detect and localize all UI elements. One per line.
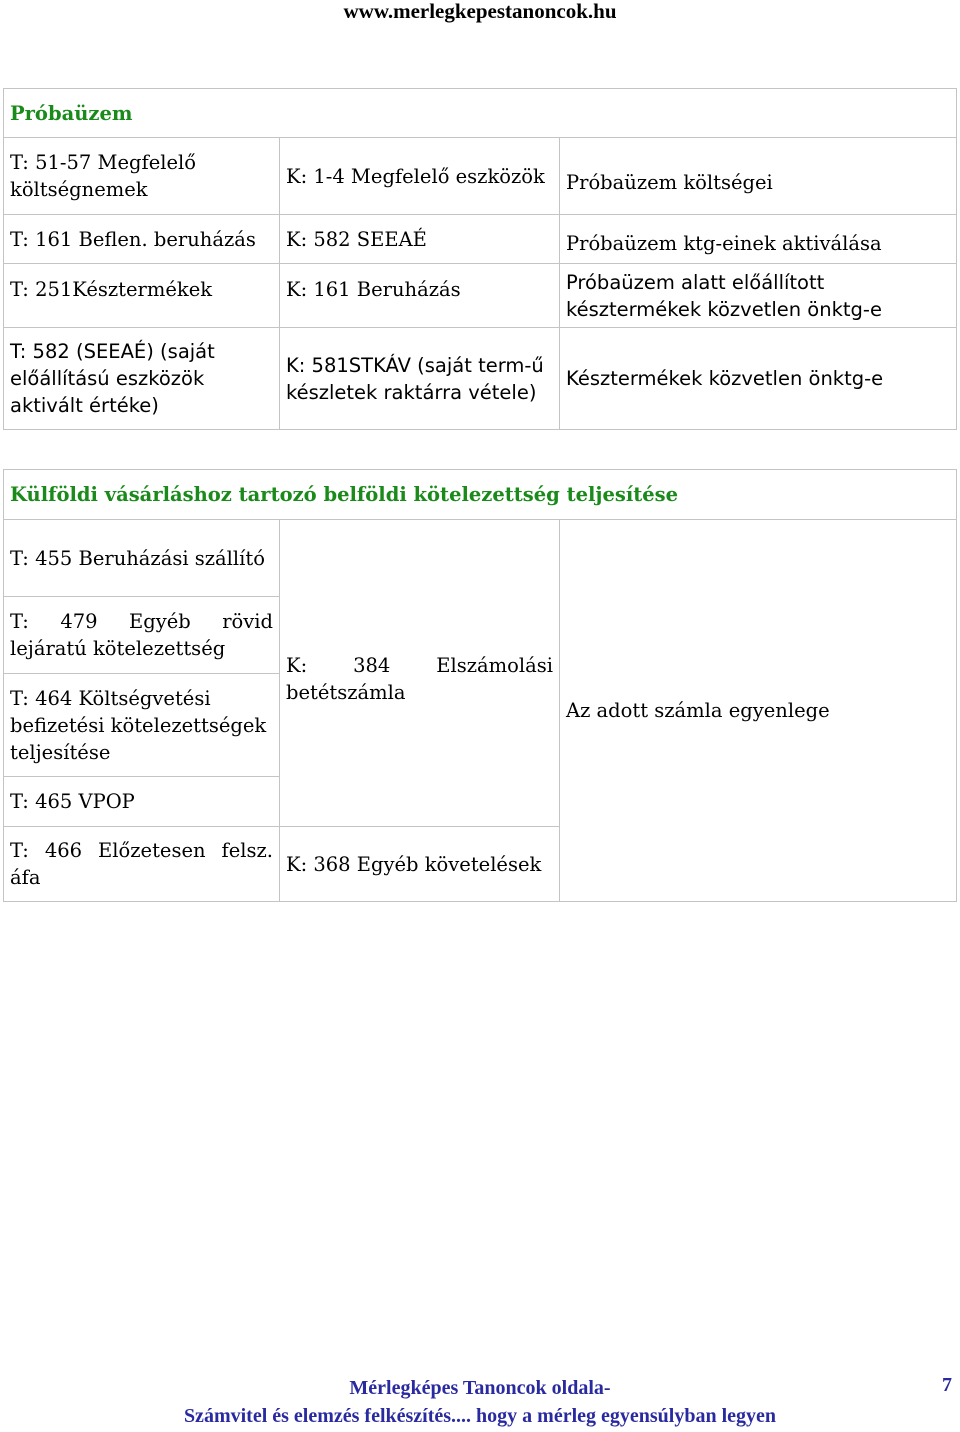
table-row [4, 520, 957, 597]
debit-cell: T: 51-57 Megfelelő költségnemek [4, 138, 280, 215]
description-cell: Késztermékek közvetlen önktg-e [560, 328, 957, 430]
debit-cell: T: 464 Költségvetési befizetési kötelezettségek teljesítése [4, 674, 280, 777]
section-title: Külföldi vásárláshoz tartozó belföldi kötelezettség teljesítése [4, 470, 957, 520]
section-title: Próbaüzem [4, 89, 957, 138]
description-cell: Próbaüzem alatt előállított késztermékek közvetlen önktg-e [560, 264, 957, 328]
debit-text: T: 466 Előzetesen felsz. áfa [10, 839, 273, 889]
debit-cell: T: 161 Beflen. beruházás [4, 215, 280, 264]
credit-text: K: 384 Elszámolási betétszámla [286, 654, 553, 704]
debit-cell [4, 827, 280, 902]
kulfoldi-vasarlas-table [3, 469, 957, 902]
site-url[interactable]: www.merlegkepestanoncok.hu [343, 0, 617, 23]
description-cell: Az adott számla egyenlege [560, 520, 957, 902]
credit-cell: K: 161 Beruházás [280, 264, 560, 328]
table-row [4, 264, 957, 328]
footer-line-2: Számvitel és elemzés felkészítés.... hogy a mérleg egyensúlyban legyen [183, 1405, 777, 1427]
description-cell: Próbaüzem ktg-einek aktiválása [560, 215, 957, 264]
credit-cell: K: 368 Egyéb követelések [280, 827, 560, 902]
credit-cell: K: 581STKÁV (saját term-ű készletek raktárra vétele) [280, 328, 560, 430]
table-row [4, 138, 957, 215]
footer-line-1: Mérlegképes Tanoncok oldala- [349, 1377, 611, 1399]
debit-cell [4, 597, 280, 674]
credit-cell [280, 520, 560, 827]
debit-cell: T: 251Késztermékek [4, 264, 280, 328]
debit-cell: T: 582 (SEEAÉ) (saját előállítású eszközök aktivált értéke) [4, 328, 280, 430]
probauzem-table [3, 88, 957, 430]
debit-text: T: 455 Beruházási szállító [10, 546, 265, 570]
table-row [4, 328, 957, 430]
description-cell: Próbaüzem költségei [560, 138, 957, 215]
debit-cell: T: 465 VPOP [4, 777, 280, 827]
credit-cell: K: 1-4 Megfelelő eszközök [280, 138, 560, 215]
credit-cell: K: 582 SEEAÉ [280, 215, 560, 264]
debit-cell [4, 520, 280, 597]
debit-text: T: 479 Egyéb rövid lejáratú kötelezettség [10, 610, 273, 660]
table-row [4, 215, 957, 264]
page-number: 7 [942, 1374, 952, 1396]
